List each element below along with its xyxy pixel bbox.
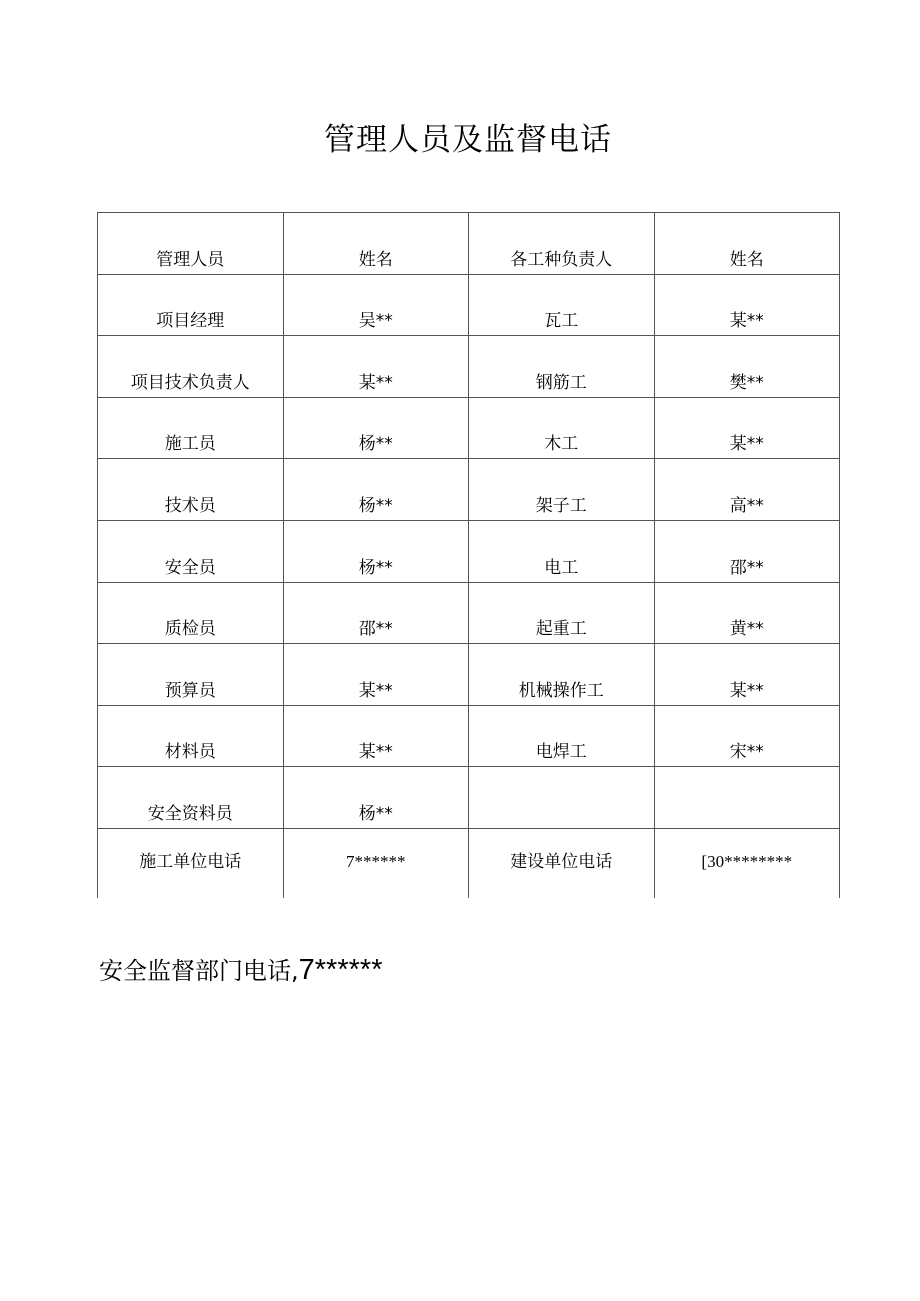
header-cell: 姓名	[283, 213, 469, 275]
table-cell: 预算员	[98, 644, 284, 706]
table-cell: 木工	[469, 397, 655, 459]
table-cell: 项目经理	[98, 274, 284, 336]
table-cell: 宋**	[654, 705, 840, 767]
header-cell: 姓名	[654, 213, 840, 275]
table-cell: 材料员	[98, 705, 284, 767]
construction-unit-phone-label: 施工单位电话	[98, 828, 284, 898]
safety-supervision-label: 安全监督部门电话,	[99, 957, 299, 985]
table-row	[98, 644, 840, 706]
table-row	[98, 705, 840, 767]
table-cell: 技术员	[98, 459, 284, 521]
table-cell: 某**	[283, 336, 469, 398]
developer-unit-phone-label: 建设单位电话	[469, 828, 655, 898]
table-cell: 电焊工	[469, 705, 655, 767]
table-cell: 杨**	[283, 520, 469, 582]
table-row	[98, 582, 840, 644]
staff-phone-table	[97, 212, 840, 898]
table-cell: 起重工	[469, 582, 655, 644]
table-cell: 某**	[654, 644, 840, 706]
table-cell: 杨**	[283, 459, 469, 521]
table-cell: 樊**	[654, 336, 840, 398]
table-cell: 项目技术负责人	[98, 336, 284, 398]
table-cell: 某**	[283, 705, 469, 767]
table-cell: 黄**	[654, 582, 840, 644]
safety-supervision-phone	[99, 952, 382, 989]
table-header-row	[98, 213, 840, 275]
table-cell: 高**	[654, 459, 840, 521]
table-cell: 安全员	[98, 520, 284, 582]
safety-supervision-number: 7******	[298, 954, 383, 986]
table-cell: 质检员	[98, 582, 284, 644]
table-cell: 电工	[469, 520, 655, 582]
table-cell: 杨**	[283, 767, 469, 829]
table-cell: 施工员	[98, 397, 284, 459]
table-cell: 架子工	[469, 459, 655, 521]
table-cell: 某**	[654, 274, 840, 336]
phone-row	[98, 828, 840, 898]
table-cell: 杨**	[283, 397, 469, 459]
table-cell: 某**	[654, 397, 840, 459]
table-row	[98, 767, 840, 829]
table-cell	[654, 767, 840, 829]
table-cell: 瓦工	[469, 274, 655, 336]
table-row	[98, 520, 840, 582]
table-cell: 机械操作工	[469, 644, 655, 706]
table-cell	[469, 767, 655, 829]
table-cell: 吴**	[283, 274, 469, 336]
table-row	[98, 459, 840, 521]
table-row	[98, 397, 840, 459]
table-cell: 某**	[283, 644, 469, 706]
header-cell: 管理人员	[98, 213, 284, 275]
page-title: 管理人员及监督电话	[324, 122, 612, 158]
developer-unit-phone-number: [30********	[654, 828, 840, 898]
table-cell: 钢筋工	[469, 336, 655, 398]
table-cell: 邵**	[654, 520, 840, 582]
table-cell: 安全资料员	[98, 767, 284, 829]
table-row	[98, 336, 840, 398]
construction-unit-phone-number: 7******	[283, 828, 469, 898]
header-cell: 各工种负责人	[469, 213, 655, 275]
table-row	[98, 274, 840, 336]
table-cell: 邵**	[283, 582, 469, 644]
